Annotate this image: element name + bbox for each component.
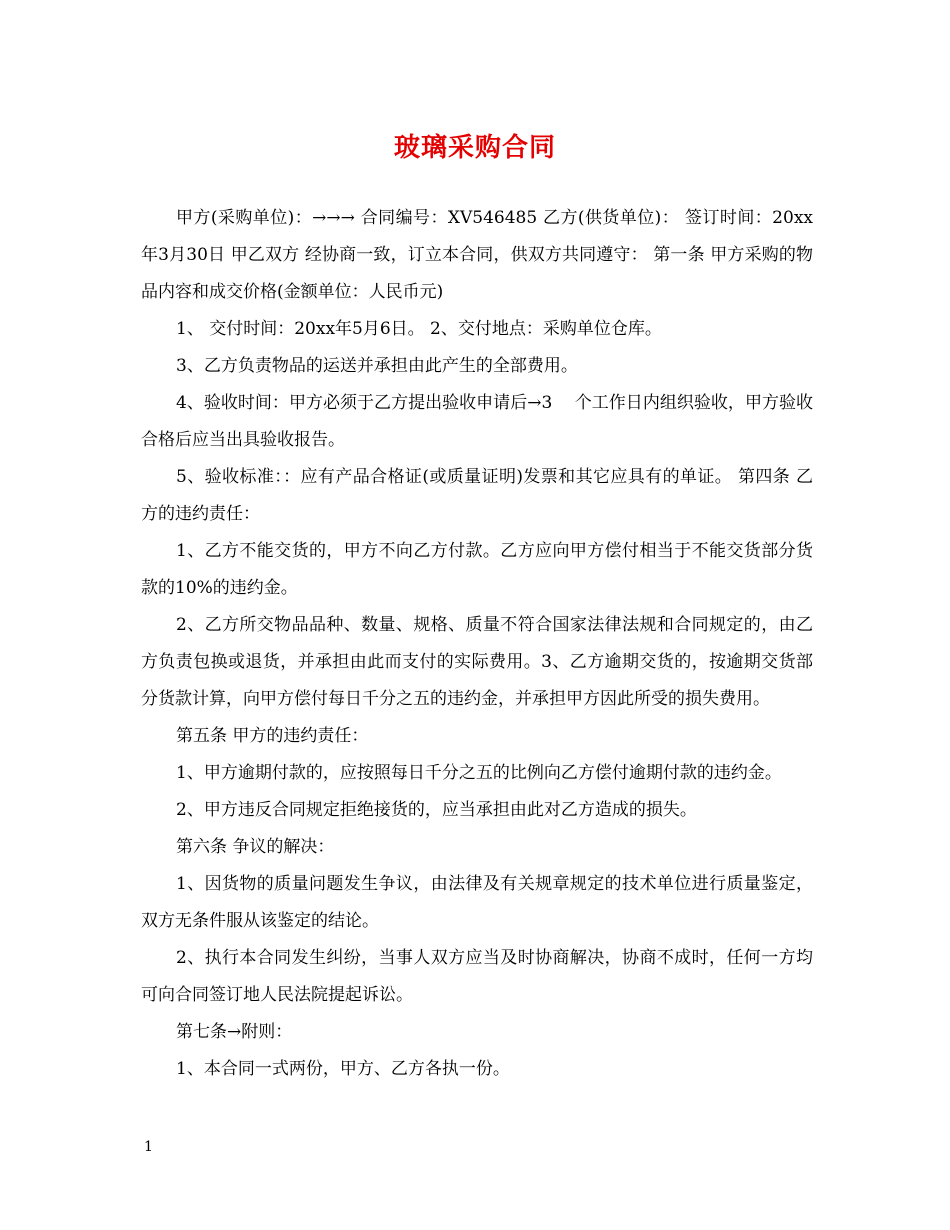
page-number: 1 (144, 1139, 153, 1155)
paragraph-supplementary-1: 1、本合同一式两份，甲方、乙方各执一份。 (176, 1059, 510, 1079)
paragraph-acceptance-time: 4、验收时间：甲方必须于乙方提出验收申请后→3 个工作日内组织验收，甲方验收合格后应当出具验收报告。 (141, 393, 813, 450)
heading-article-7: 第七条→附则： (176, 1022, 293, 1042)
heading-article-6: 第六条 争议的解决： (176, 837, 335, 857)
paragraph-dispute-1: 1、因货物的质量问题发生争议，由法律及有关规章规定的技术单位进行质量鉴定，双方无条件服从该鉴定的结论。 (141, 874, 813, 931)
document-body (141, 200, 813, 1088)
paragraph-parties: 甲方(采购单位)：→→→ 合同编号：XV546485 乙方(供货单位)： 签订时间：20xx年3月30日 甲乙双方 经协商一致，订立本合同，供双方共同遵守： 第一条 甲方采购的物品内容和成交价格(金额单位：人民币元) (141, 208, 813, 302)
document-title: 玻璃采购合同 (393, 133, 556, 163)
paragraph-seller-liability-2: 2、乙方所交物品品种、数量、规格、质量不符合国家法律法规和合同规定的，由乙方负责包换或退货，并承担由此而支付的实际费用。3、乙方逾期交货的，按逾期交货部分货款计算，向甲方偿付每日千分之五的违约金，并承担甲方因此所受的损失费用。 (141, 615, 813, 709)
paragraph-dispute-2: 2、执行本合同发生纠纷，当事人双方应当及时协商解决，协商不成时，任何一方均可向合同签订地人民法院提起诉讼。 (141, 948, 813, 1005)
paragraph-seller-liability-1: 1、乙方不能交货的，甲方不向乙方付款。乙方应向甲方偿付相当于不能交货部分货款的10%的违约金。 (141, 541, 813, 598)
paragraph-buyer-liability-2: 2、甲方违反合同规定拒绝接货的，应当承担由此对乙方造成的损失。 (176, 800, 697, 820)
paragraph-buyer-liability-1: 1、甲方逾期付款的，应按照每日千分之五的比例向乙方偿付逾期付款的违约金。 (176, 763, 782, 783)
paragraph-acceptance-standard: 5、验收标准：：应有产品合格证(或质量证明)发票和其它应具有的单证。 第四条 乙方的违约责任： (141, 467, 813, 524)
heading-article-5: 第五条 甲方的违约责任： (176, 726, 369, 746)
paragraph-transport: 3、乙方负责物品的运送并承担由此产生的全部费用。 (176, 356, 578, 376)
paragraph-delivery: 1、 交付时间：20xx年5月6日。 2、交付地点：采购单位仓库。 (176, 319, 662, 339)
